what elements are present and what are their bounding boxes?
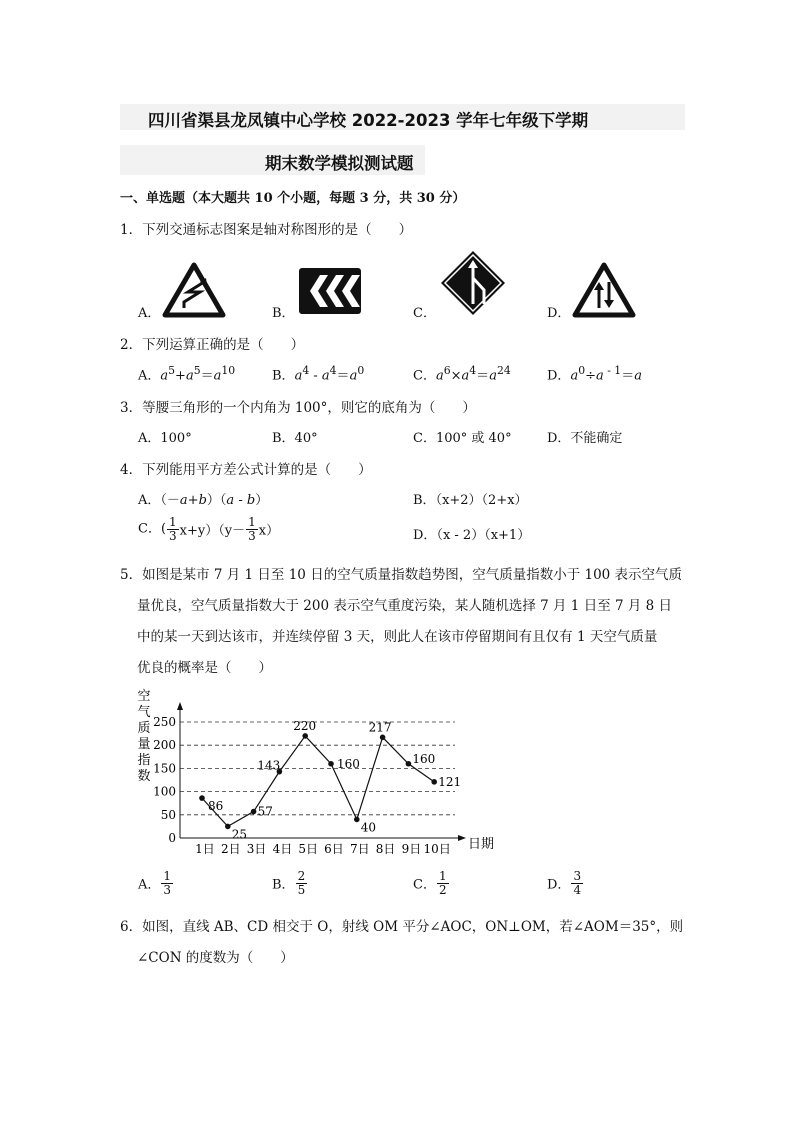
q2-option-a: A．$a^5+a^5=a^{10}$ <box>138 364 236 384</box>
question-5-line-1: 5．如图是某市 7 月 1 日至 10 日的空气质量指数趋势图，空气质量指数小于 100 表示空气质 <box>120 567 683 583</box>
data-label: 217 <box>368 720 392 735</box>
q4-option-b <box>413 489 528 508</box>
q4-option-d-label: D． <box>413 528 437 543</box>
data-point <box>380 735 386 741</box>
q5-option-a <box>138 870 174 896</box>
q2-option-b-label: B． <box>272 368 295 384</box>
title-line2: 期末数学模拟测试题 <box>265 154 414 173</box>
two-way-traffic-sign-icon <box>572 262 636 318</box>
q5-a-num: 1 <box>163 869 172 883</box>
q3-option-d: D．不能确定 <box>547 431 623 446</box>
x-tick-label: 6日 <box>324 842 344 856</box>
q2-option-d: D．$a^0\div a$ $^{- 1}$＝a <box>547 364 642 384</box>
q4-option-a-label: A． <box>138 493 161 508</box>
q4-option-b-label: B． <box>413 493 436 508</box>
y-tick-label: 100 <box>153 784 176 799</box>
air-quality-chart <box>120 680 510 860</box>
q5-option-d <box>547 870 584 896</box>
q5-a-den: 3 <box>163 882 172 897</box>
q5-option-d-label: D． <box>547 877 571 893</box>
x-tick-label: 5日 <box>298 842 319 856</box>
question-5-line-4: 优良的概率是（ ） <box>137 660 272 676</box>
q5-d-num: 3 <box>573 869 582 883</box>
x-tick-label: 7日 <box>349 842 370 856</box>
x-tick-label: 8日 <box>375 842 396 856</box>
data-point <box>302 733 308 739</box>
data-point <box>328 761 334 767</box>
merge-lane-sign-icon <box>440 250 506 316</box>
q4-option-b-text: （x+2）（2+x） <box>435 493 528 508</box>
q2-option-a-label: A． <box>138 368 161 384</box>
y-tick-label: 0 <box>168 831 176 845</box>
q5-b-den: 5 <box>297 882 306 897</box>
q5-option-b-label: B． <box>272 877 295 893</box>
data-label: 86 <box>208 799 224 814</box>
q5-option-c-label: C． <box>413 877 436 893</box>
data-label: 160 <box>412 751 436 766</box>
title-line1: 四川省渠县龙凤镇中心学校 2022-2023 学年七年级下学期 <box>148 111 589 130</box>
q1-option-a-label: A． <box>138 306 161 321</box>
data-point <box>354 817 360 823</box>
data-label: 160 <box>337 756 360 771</box>
x-axis-arrow <box>458 835 466 841</box>
y-tick-label: 150 <box>153 761 176 776</box>
section-heading: 一、单选题（本大题共 10 个小题，每题 3 分，共 30 分） <box>120 191 466 206</box>
question-5-line-2: 量优良，空气质量指数大于 200 表示空气重度污染，某人随机选择 7 月 1 日至 7 月 8 日 <box>137 598 673 614</box>
chevron-left-sign-icon <box>298 267 362 315</box>
data-label: 25 <box>231 827 248 842</box>
q4-option-d <box>413 524 530 543</box>
q4-option-a: A．（－a+b）（a - b） <box>138 493 269 508</box>
q2-option-c-label: C． <box>413 368 436 384</box>
q5-d-den: 4 <box>573 882 582 897</box>
q3-option-a: A．100° <box>138 431 192 446</box>
y-axis-label-char: 质 <box>137 721 151 736</box>
x-axis-label: 日期 <box>468 837 495 852</box>
data-label: 143 <box>257 758 281 773</box>
data-label: 57 <box>257 804 273 819</box>
q5-c-den: 2 <box>438 882 447 897</box>
question-4-stem: 4．下列能用平方差公式计算的是（ ） <box>120 462 372 478</box>
y-axis-label-char: 量 <box>137 737 151 752</box>
q2-option-d-label: D． <box>547 368 571 384</box>
y-tick-label: 50 <box>160 807 176 822</box>
data-point <box>251 809 257 815</box>
y-axis-label-char: 数 <box>137 769 151 784</box>
y-axis-label-char: 指 <box>137 753 151 768</box>
q3-option-c: C．100° 或 40° <box>413 431 512 446</box>
y-tick-label: 200 <box>153 738 176 753</box>
data-label: 40 <box>360 820 377 835</box>
q2-option-b: B．$a^4 - a^4=a^0$ <box>272 364 365 384</box>
q1-option-b-label: B． <box>272 306 295 321</box>
x-tick-label: 1日 <box>195 842 215 856</box>
x-tick-label: 9日 <box>401 842 422 856</box>
question-6-line-1: 6．如图，直线 AB、CD 相交于 O，射线 OM 平分∠AOC，ON⊥OM，若∠AOM＝35°，则 <box>120 919 684 935</box>
q2-option-c: C．$a^6\times a^4=a^{24}$ <box>413 364 511 384</box>
q3-option-b: B．40° <box>272 431 318 446</box>
q5-option-c <box>413 870 450 896</box>
double-curve-sign-icon <box>162 262 226 318</box>
data-point <box>199 795 205 801</box>
question-6-line-2: ∠CON 的度数为（ ） <box>137 950 294 966</box>
q4-option-c: C．( $\frac{1}{3}$ x+y）（y－ $\frac{1}{3}$ x） <box>138 515 280 543</box>
data-point <box>225 824 231 830</box>
y-axis-label <box>137 688 150 784</box>
y-axis-label-char: 空 <box>137 689 151 704</box>
y-tick-label: 250 <box>153 715 176 729</box>
q5-c-num: 1 <box>438 869 447 883</box>
series-line <box>202 736 434 826</box>
data-point <box>406 761 412 767</box>
y-axis-label-char: 气 <box>137 705 151 720</box>
data-label: 121 <box>438 774 462 789</box>
question-1-stem: 1．下列交通标志图案是轴对称图形的是（ ） <box>120 222 413 238</box>
q4-option-c-label: C． <box>138 521 161 537</box>
q5-option-a-label: A． <box>138 877 161 893</box>
y-axis-arrow <box>177 702 183 710</box>
q1-option-d-label: D． <box>547 306 571 321</box>
x-tick-label: 10日 <box>423 842 451 856</box>
x-tick-label: 3日 <box>246 842 267 856</box>
question-5-line-3: 中的某一天到达该市，并连续停留 3 天，则此人在该市停留期间有且仅有 1 天空气质量 <box>137 629 658 645</box>
question-3-stem: 3．等腰三角形的一个内角为 100°，则它的底角为（ ） <box>120 400 476 416</box>
q1-option-c-label: C． <box>413 306 436 321</box>
question-2-stem: 2．下列运算正确的是（ ） <box>120 337 305 353</box>
q4-option-d-text: （x - 2）（x+1） <box>436 528 531 543</box>
x-tick-label: 4日 <box>272 842 293 856</box>
q5-option-b <box>272 870 308 896</box>
data-label: 220 <box>293 718 317 733</box>
q5-b-num: 2 <box>297 869 306 883</box>
data-point <box>431 779 437 785</box>
x-tick-label: 2日 <box>220 842 241 856</box>
